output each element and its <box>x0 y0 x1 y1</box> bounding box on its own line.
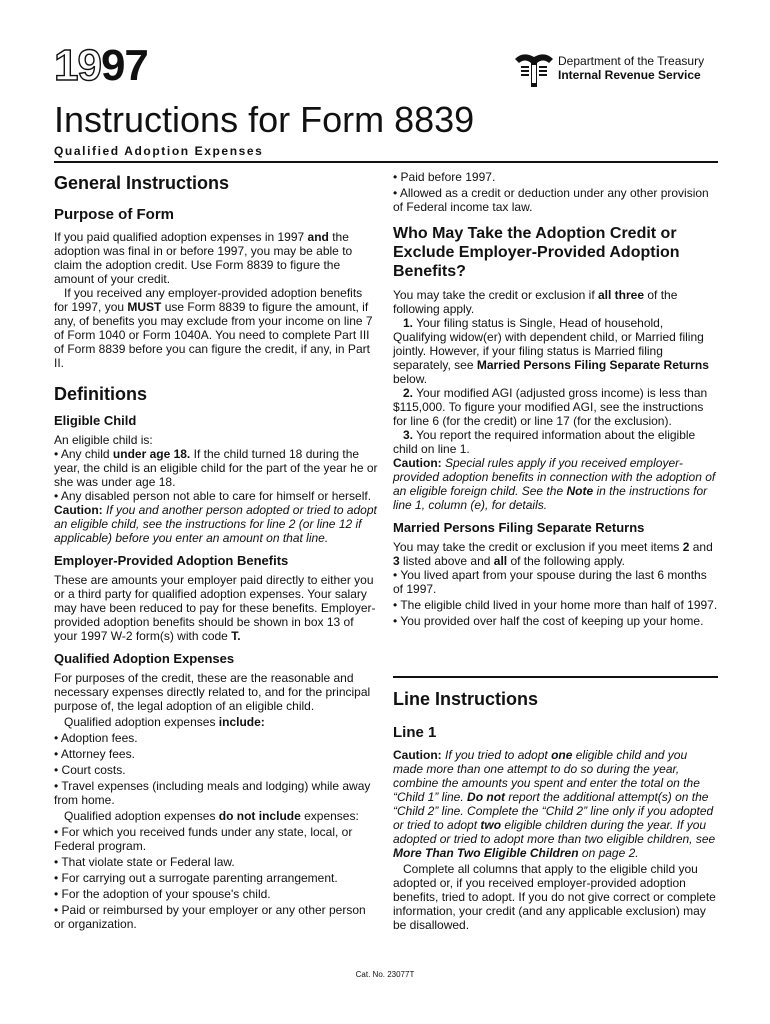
heading-who-may-take: Who May Take the Adoption Credit or Exclude Employer-Provided Adoption Benefits? <box>393 225 680 280</box>
excludes-intro: Qualified adoption expenses do not include expenses: <box>64 809 359 823</box>
excludes-list <box>54 825 379 931</box>
irs-eagle-icon <box>513 49 555 91</box>
left-column <box>54 172 379 931</box>
heading-definitions: Definitions <box>54 384 147 404</box>
list-item: • For carrying out a surrogate parenting arrangement. <box>54 871 338 885</box>
married-separate-intro: You may take the credit or exclusion if you meet items 2 and 3 listed above and all of the following apply. <box>393 540 713 568</box>
list-item: • Allowed as a credit or deduction under any other provision of Federal income tax law. <box>393 186 709 214</box>
list-item: • Paid before 1997. <box>393 170 496 184</box>
condition-2: 2. Your modified AGI (adjusted gross income) is less than $115,000. To figure your modified AGI, see the instructions for line 6 (for the credit) or line 17 (for the exclusion). <box>393 386 708 428</box>
condition-1: 1. Your filing status is Single, Head of household, Qualifying widow(er) with dependent child, or Married filing jointly. However, if your filing status is Married filing separately, see Married Persons Filing Separate Returns below. <box>393 316 709 386</box>
list-item: • Travel expenses (including meals and lodging) while away from home. <box>54 779 371 807</box>
line-1-caution: Caution: If you tried to adopt one eligible child and you made more than one attempt to do so during the year, combine the amounts you spent and enter the total on the “Child 1” line. Do not report the additional attempt(s) on the “Child 2” line. Complete the “Child 2” line only if you adopted or tried to adopt two eligible children during the year. If you adopted or tried to adopt more than two eligible children, see More Than Two Eligible Children on page 2. <box>393 748 716 860</box>
heading-general-instructions: General Instructions <box>54 173 230 193</box>
eligible-child-caution: Caution: If you and another person adopted or tried to adopt an eligible child, see the instructions for line 2 (or line 12 if applicable) before you enter an amount on that line. <box>54 503 377 545</box>
dept-line: Department of the Treasury <box>558 54 705 68</box>
page-subtitle: Qualified Adoption Expenses <box>54 144 264 158</box>
heading-purpose: Purpose of Form <box>54 206 175 223</box>
qualified-expenses-paragraph: For purposes of the credit, these are the reasonable and necessary expenses directly related to, and for the principal purpose of, the legal adoption of an eligible child. <box>54 671 371 713</box>
eligible-child-intro: An eligible child is: <box>54 433 153 447</box>
list-item: • For which you received funds under any state, local, or Federal program. <box>54 825 353 853</box>
list-item: • The eligible child lived in your home more than half of 1997. <box>393 598 718 612</box>
header-rule <box>54 161 718 163</box>
who-intro: You may take the credit or exclusion if all three of the following apply. <box>393 288 678 316</box>
employer-benefits-paragraph: These are amounts your employer paid directly to either you or a third party for qualified adoption expenses. Your salary may have been reduced to pay for these benefits. Employer-provided adoption benefits should be shown in box 13 of your 1997 W-2 form(s) with code T. <box>54 573 376 643</box>
eligible-child-bullet: • Any disabled person not able to care for himself or herself. <box>54 489 372 503</box>
heading-eligible-child: Eligible Child <box>54 413 137 428</box>
heading-qualified-expenses: Qualified Adoption Expenses <box>54 651 235 666</box>
agency-block <box>558 54 704 82</box>
purpose-paragraph-2: If you received any employer-provided adoption benefits for 1997, you MUST use Form 8839 to figure the amount, if any, of benefits you may exclude from your income on line 7 of Form 1040 or Form 1040A. You need to complete Part III of Form 8839 before you can figure the credit, if any, in Part II. <box>54 286 373 370</box>
includes-list <box>54 731 379 807</box>
heading-line-1: Line 1 <box>393 724 437 741</box>
list-item: • Attorney fees. <box>54 747 135 761</box>
catalog-number: Cat. No. 23077T <box>355 970 415 979</box>
line-instructions-section <box>393 688 718 932</box>
list-item: • For the adoption of your spouse's child. <box>54 887 271 901</box>
list-item: • Adoption fees. <box>54 731 138 745</box>
list-item: • Paid or reimbursed by your employer or any other person or organization. <box>54 903 366 931</box>
list-item: • Court costs. <box>54 763 126 777</box>
list-item: • You lived apart from your spouse during the last 6 months of 1997. <box>393 568 707 596</box>
line-instructions-rule <box>393 676 718 678</box>
line-1-paragraph: Complete all columns that apply to the eligible child you adopted or, if you received employer-provided adoption benefits, tried to adopt. If you do not give correct or complete information, your credit (and any applicable exclusion) may be disallowed. <box>393 862 716 932</box>
condition-3: 3. You report the required information about the eligible child on line 1. <box>393 428 696 456</box>
heading-married-separate: Married Persons Filing Separate Returns <box>393 520 645 535</box>
form-year: 1997 <box>54 41 148 90</box>
heading-employer-benefits: Employer-Provided Adoption Benefits <box>54 553 289 568</box>
purpose-paragraph-1: If you paid qualified adoption expenses in 1997 and the adoption was final in or before 1997, you may be able to claim the adoption credit. Use Form 8839 to figure the amount of your credit. <box>54 230 353 286</box>
eligible-child-bullet: • Any child under age 18. If the child turned 18 during the year, the child is an eligible child for the part of the year he or she was under age 18. <box>54 447 378 489</box>
includes-intro: Qualified adoption expenses include: <box>64 715 265 729</box>
foreign-child-caution: Caution: Special rules apply if you received employer-provided adoption benefits in connection with the adoption of an eligible foreign child. See the Note in the instructions for line 1, column (e), for details. <box>393 456 716 512</box>
heading-line-instructions: Line Instructions <box>393 689 539 709</box>
irs-line: Internal Revenue Service <box>558 68 701 82</box>
list-item: • That violate state or Federal law. <box>54 855 235 869</box>
page-title: Instructions for Form 8839 <box>54 99 475 140</box>
list-item: • You provided over half the cost of keeping up your home. <box>393 614 704 628</box>
right-column <box>393 170 718 628</box>
